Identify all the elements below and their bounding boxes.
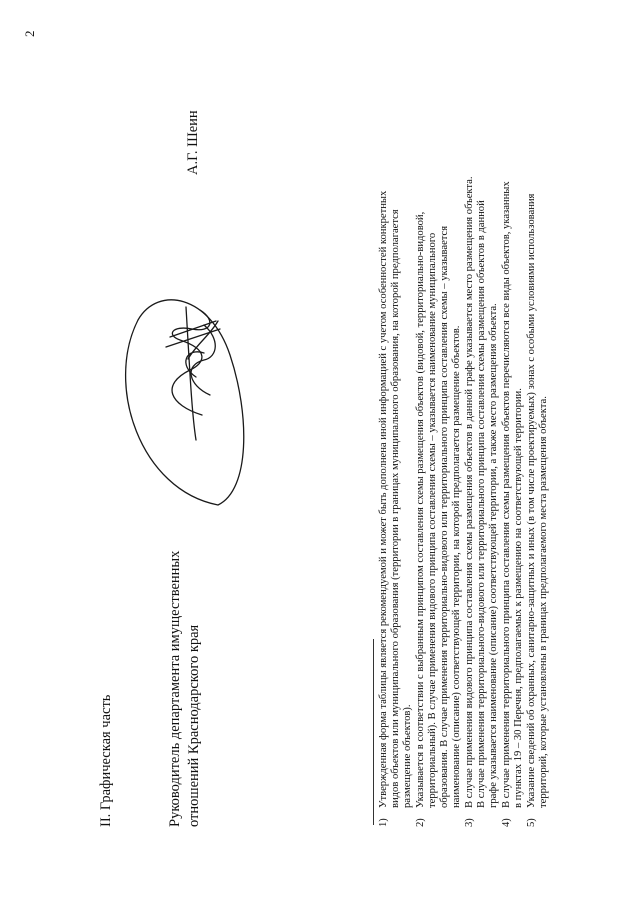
section-title: II. Графическая часть <box>98 694 114 827</box>
footnote-line: Утвержденная форма таблицы является рекомендуемой и может быть дополнена иной информацией с учетом особенностей конкретных <box>378 190 389 808</box>
footnote-1 <box>378 37 414 827</box>
signatory-position-line-2: отношений Краснодарского края <box>186 624 202 827</box>
footnote-5 <box>526 37 550 827</box>
footnote-line: В случае применения видового принципа составления схемы размещения объектов в данной графе указывается место размещения объекта. <box>464 176 475 808</box>
footnote-line: графе указывается наименование (описание) соответствующей территории, а также место размещения объекта. <box>488 303 500 808</box>
footnote-line: В случае применения территориального принципа составления схемы размещения объектов перечисляются все виды объектов, указанных <box>501 181 512 808</box>
footnote-line: размещение объектов). <box>402 704 414 808</box>
footnote-4 <box>501 37 525 827</box>
footnote-line: территориальный). В случае применения видового принципа составления схемы – указывается наименование муниципального <box>427 232 439 808</box>
handwritten-signature <box>100 275 260 535</box>
footnote-number: 3) <box>464 818 475 827</box>
footnote-3 <box>464 37 500 827</box>
footnote-number: 2) <box>415 818 426 827</box>
footnote-line: территорий, которые установлены в границах предполагаемого места размещения объекта. <box>538 396 550 808</box>
footnote-line: Указывается в соответствии с выбранным принципом составления схемы размещения объектов (видовой, территориально-видовой, <box>415 211 426 808</box>
footnote-line: Указание сведений об охранных, санитарно-защитных и иных (в том числе проектируемых) зонах с особыми условиями использования <box>526 193 537 808</box>
footnote-separator <box>373 639 374 825</box>
footnote-line: в пунктах 19 – 30 Перечня, предполагаемых к размещению на соответствующей территории. <box>513 388 525 808</box>
footnote-2 <box>415 37 463 827</box>
footnote-line: наименование (описание) соответствующей территории, на которой предполагается размещение объектов. <box>451 325 463 808</box>
footnote-number: 5) <box>526 818 537 827</box>
signatory-position <box>166 551 204 827</box>
footnote-line: В случае применения территориального-видового или территориального принципа составления схемы размещения объектов в данной <box>476 200 488 808</box>
footnote-number: 4) <box>501 818 512 827</box>
signatory-position-line-1: Руководитель департамента имущественных <box>167 550 183 827</box>
footnote-line: видов объектов или муниципального образования (территории в границах муниципального образования, на которой предполагается <box>390 209 402 808</box>
page-number: 2 <box>22 30 37 37</box>
footnote-line: образования. В случае применения территориально-видового или территориального принципа составления схемы – указывается <box>439 225 451 808</box>
signatory-name: А.Г. Шеин <box>185 110 201 175</box>
footnote-number: 1) <box>378 818 389 827</box>
